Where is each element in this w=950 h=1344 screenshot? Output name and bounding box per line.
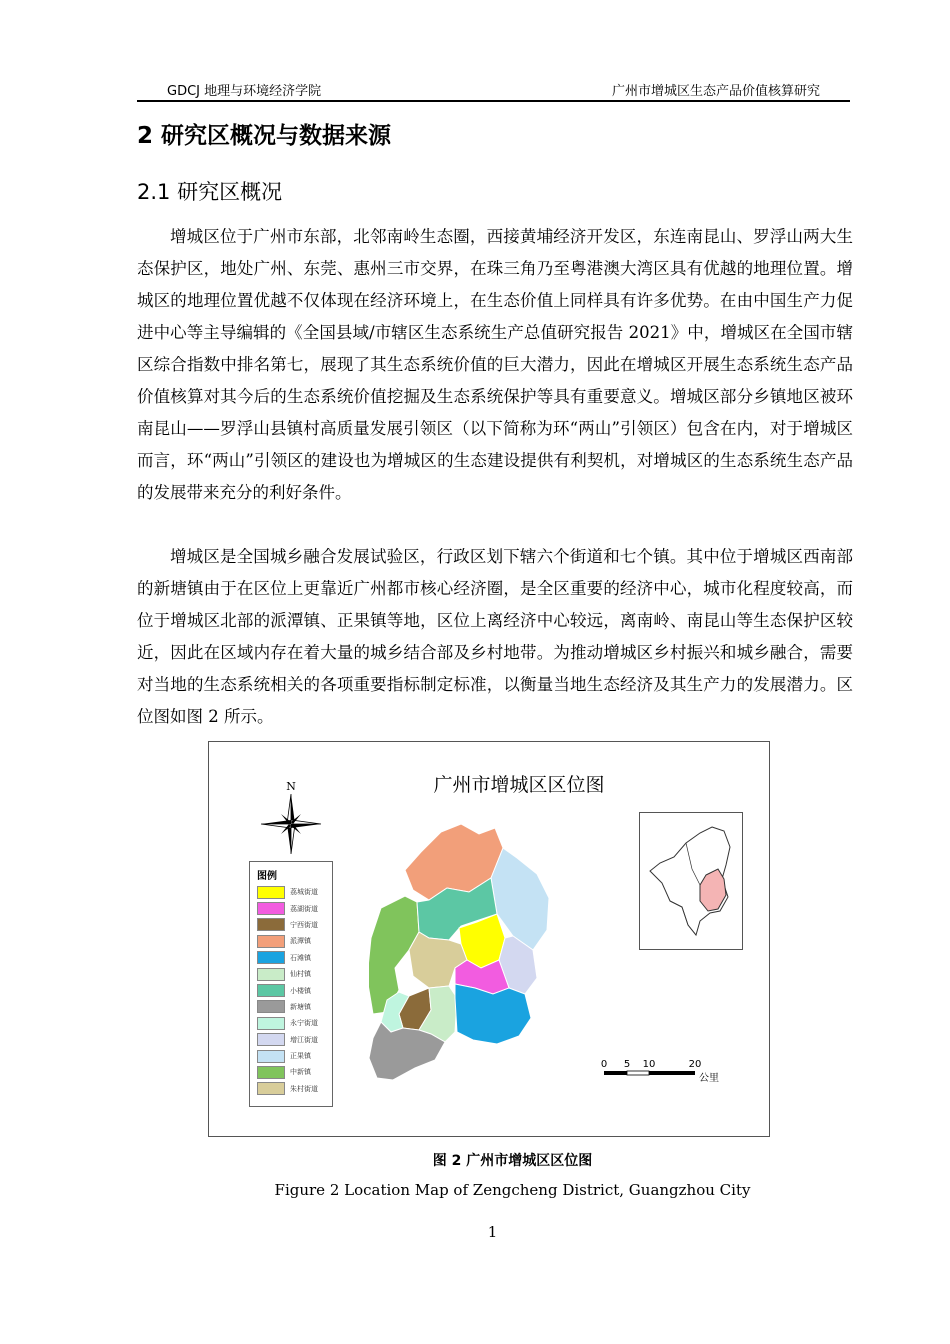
legend-label: 新塘镇 xyxy=(290,1002,311,1011)
legend-item xyxy=(250,950,332,966)
figure-caption-en: Figure 2 Location Map of Zengcheng District, Guangzhou City xyxy=(274,1181,751,1199)
legend-label: 荔城街道 xyxy=(290,888,318,897)
header-left: GDCJ 地理与环境经济学院 xyxy=(167,84,322,99)
legend-swatch xyxy=(257,918,285,931)
scale-tick: 0 xyxy=(600,1059,608,1070)
legend-label: 宁西街道 xyxy=(290,920,318,929)
legend-label: 永宁街道 xyxy=(290,1019,318,1028)
legend-title: 图例 xyxy=(257,871,277,882)
header-right: 广州市增城区生态产品价值核算研究 xyxy=(611,84,820,99)
paragraph: 增城区是全国城乡融合发展试验区，行政区划下辖六个街道和七个镇。其中位于增城区西南部的新塘镇由于在区位上更靠近广州都市核心经济圈，是全区重要的经济中心，城市化程度较高，而位于增城区北部的派潭镇、正果镇等地，区位上离经济中心较远，离南岭、南昆山等生态保护区较近，因此在区域内存在着大量的城乡结合部及乡村地带。为推动增城区乡村振兴和城乡融合，需要对当地的生态系统相关的各项重要指标制定标准，以衡量当地生态经济及其生产力的发展潜力。区位图如图 2 所示。 xyxy=(137,547,853,726)
legend-swatch xyxy=(257,1066,285,1079)
legend-item xyxy=(250,1015,332,1031)
legend-swatch xyxy=(257,1033,285,1046)
paragraph-1-block xyxy=(137,221,853,509)
legend-item xyxy=(250,900,332,916)
scale-tick: 20 xyxy=(688,1059,702,1070)
scale-tick: 5 xyxy=(623,1059,631,1070)
legend-label: 派潭镇 xyxy=(290,937,311,946)
legend-swatch xyxy=(257,902,285,915)
legend-swatch xyxy=(257,1000,285,1013)
map-legend xyxy=(249,861,333,1107)
legend-label: 荔湖街道 xyxy=(290,904,318,913)
legend-item xyxy=(250,982,332,998)
legend-label: 正果镇 xyxy=(290,1052,311,1061)
guangzhou-inset xyxy=(640,813,742,949)
legend-swatch xyxy=(257,968,285,981)
inset-map xyxy=(639,812,743,950)
legend-label: 小楼镇 xyxy=(290,986,311,995)
legend-label: 朱村街道 xyxy=(290,1084,318,1093)
legend-label: 仙村镇 xyxy=(290,970,311,979)
legend-item xyxy=(250,933,332,949)
paragraph: 增城区位于广州市东部，北邻南岭生态圈，西接黄埔经济开发区，东连南昆山、罗浮山两大生态保护区，地处广州、东莞、惠州三市交界，在珠三角乃至粤港澳大湾区具有优越的地理位置。增城区的地理位置优越不仅体现在经济环境上，在生态价值上同样具有许多优势。在由中国生产力促进中心等主导编辑的《全国县域/市辖区生态系统生产总值研究报告 2021》中，增城区在全国市辖区综合指数中排名第七，展现了其生态系统价值的巨大潜力，因此在增城区开展生态系统生态产品价值核算对其今后的生态系统价值挖掘及生态系统保护等具有重要意义。增城区部分乡镇地区被环南昆山——罗浮山县镇村高质量发展引领区（以下简称为环“两山”引领区）包含在内，对于增城区而言，环“两山”引领区的建设也为增城区的生态建设提供有利契机，对增城区的生态系统生态产品的发展带来充分的利好条件。 xyxy=(137,227,853,502)
legend-label: 石滩镇 xyxy=(290,953,311,962)
legend-item xyxy=(250,917,332,933)
scale-bar xyxy=(599,1055,739,1095)
paragraph-2-block xyxy=(137,541,853,733)
north-arrow xyxy=(255,780,327,860)
scale-unit: 公里 xyxy=(699,1073,719,1084)
legend-item xyxy=(250,1032,332,1048)
figure-caption-zh: 图 2 广州市增城区区位图 xyxy=(432,1153,593,1169)
legend-swatch xyxy=(257,984,285,997)
page-number: 1 xyxy=(487,1223,498,1241)
section-heading: 2 研究区概况与数据来源 xyxy=(137,123,392,149)
legend-item xyxy=(250,1081,332,1097)
scale-tick: 10 xyxy=(642,1059,656,1070)
legend-swatch xyxy=(257,1050,285,1063)
north-label: N xyxy=(286,780,296,793)
page-header xyxy=(137,70,850,102)
legend-item xyxy=(250,1064,332,1080)
compass-icon xyxy=(255,780,327,860)
legend-item xyxy=(250,884,332,900)
legend-swatch xyxy=(257,951,285,964)
map-title: 广州市增城区区位图 xyxy=(433,774,605,796)
legend-swatch xyxy=(257,935,285,948)
legend-label: 中新镇 xyxy=(290,1068,311,1077)
legend-swatch xyxy=(257,886,285,899)
subsection-heading: 2.1 研究区概况 xyxy=(137,180,283,204)
location-map-figure xyxy=(208,741,770,1137)
legend-label: 增江街道 xyxy=(290,1035,318,1044)
legend-item xyxy=(250,966,332,982)
legend-item xyxy=(250,999,332,1015)
legend-swatch xyxy=(257,1017,285,1030)
legend-item xyxy=(250,1048,332,1064)
legend-swatch xyxy=(257,1082,285,1095)
district-map xyxy=(369,818,585,1084)
